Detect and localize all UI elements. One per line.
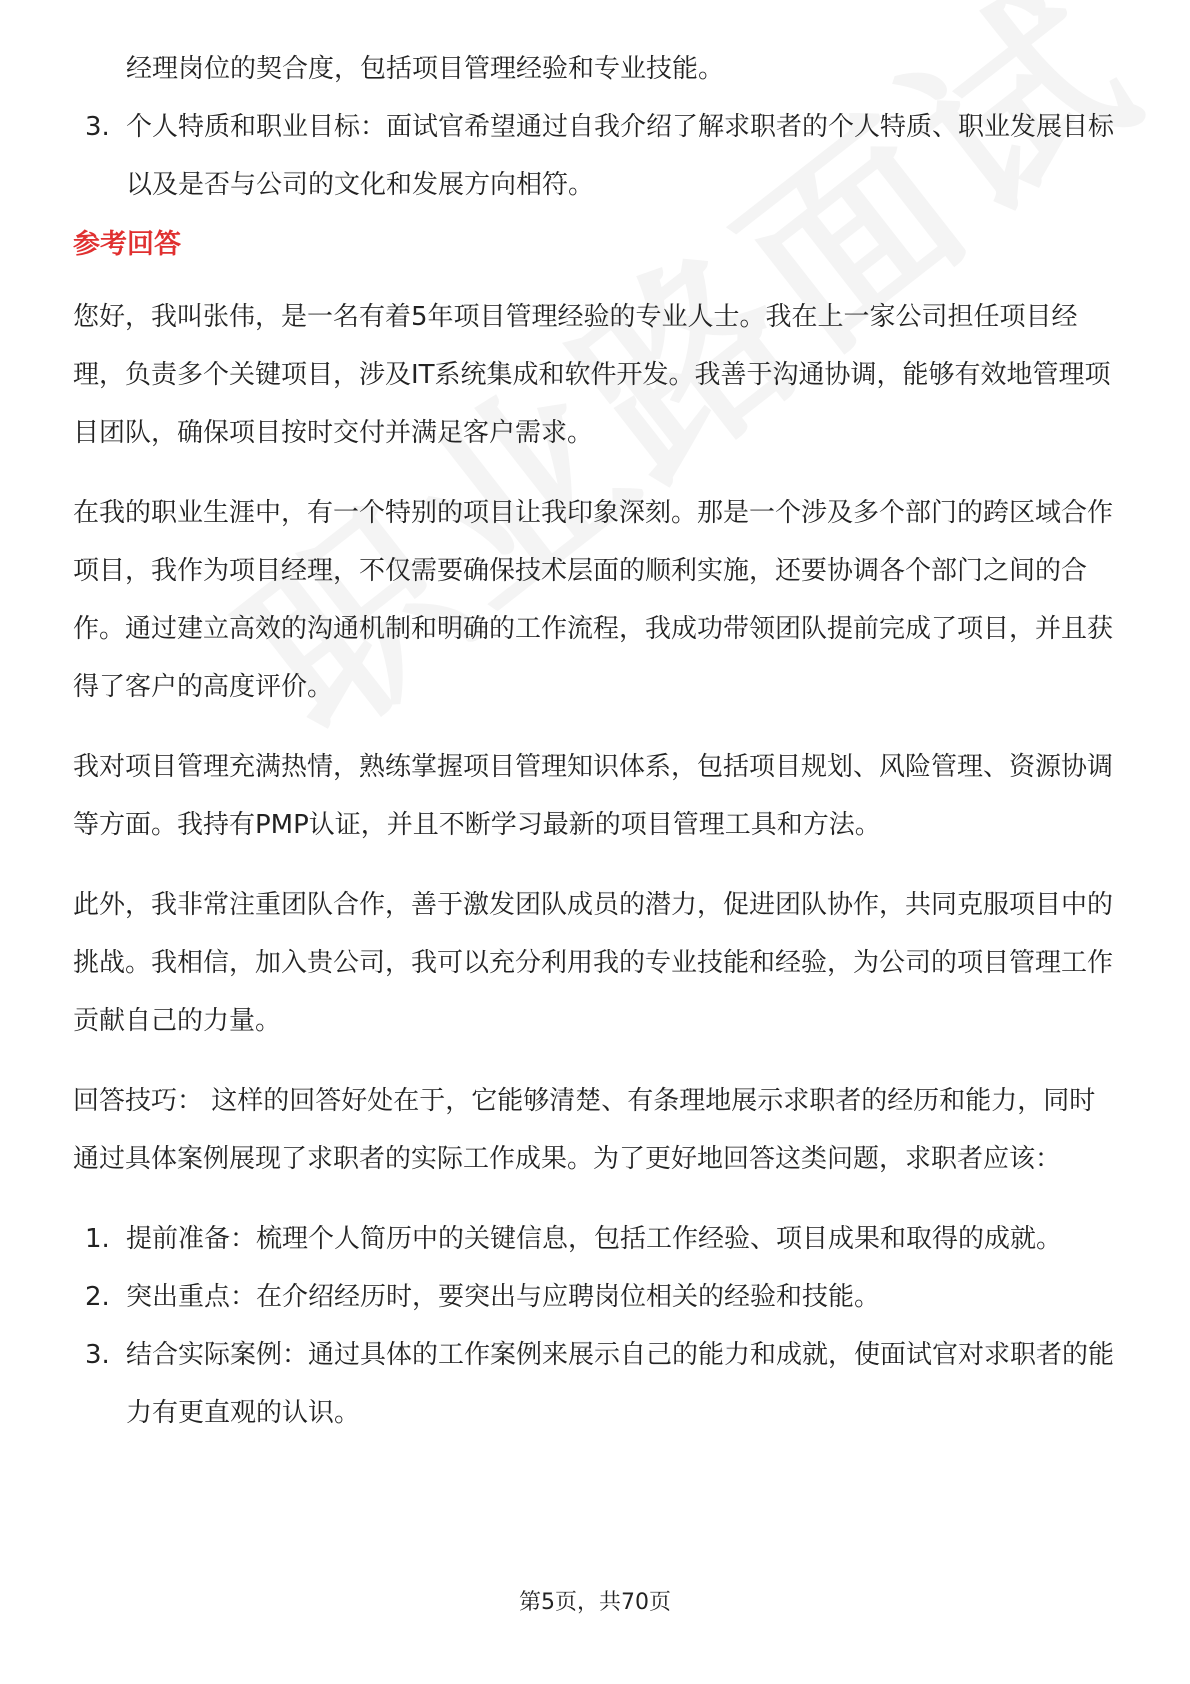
section-heading: 参考回答 xyxy=(73,229,181,260)
intro-list xyxy=(73,98,1118,214)
continued-list-text: 经理岗位的契合度，包括项目管理经验和专业技能。 xyxy=(126,54,725,84)
paragraph: 此外，我非常注重团队合作，善于激发团队成员的潜力，促进团队协作，共同克服项目中的挑战。我相信，加入贵公司，我可以充分利用我的专业技能和经验，为公司的项目管理工作贡献自己的力量。 xyxy=(73,890,1114,1036)
list-item xyxy=(73,1268,1118,1326)
list-item-number: 2. xyxy=(85,1282,110,1312)
page-content xyxy=(73,40,1118,1442)
list-item-text: 结合实际案例：通过具体的工作案例来展示自己的能力和成就，使面试官对求职者的能力有更直观的认识。 xyxy=(126,1340,1115,1428)
list-item-number: 3. xyxy=(85,1340,110,1370)
list-item xyxy=(73,1210,1118,1268)
list-item-text: 提前准备：梳理个人简历中的关键信息，包括工作经验、项目成果和取得的成就。 xyxy=(126,1224,1063,1254)
list-item-number: 1. xyxy=(85,1224,110,1254)
paragraph: 您好，我叫张伟，是一名有着5年项目管理经验的专业人士。我在上一家公司担任项目经理，负责多个关键项目，涉及IT系统集成和软件开发。我善于沟通协调，能够有效地管理项目团队，确保项目按时交付并满足客户需求。 xyxy=(73,302,1111,448)
list-item xyxy=(73,98,1118,214)
tips-intro-paragraph: 回答技巧： 这样的回答好处在于，它能够清楚、有条理地展示求职者的经历和能力，同时通过具体案例展现了求职者的实际工作成果。为了更好地回答这类问题，求职者应该： xyxy=(73,1086,1096,1174)
list-item-text: 突出重点：在介绍经历时，要突出与应聘岗位相关的经验和技能。 xyxy=(126,1282,881,1312)
tips-list xyxy=(73,1210,1118,1442)
paragraph: 在我的职业生涯中，有一个特别的项目让我印象深刻。那是一个涉及多个部门的跨区域合作项目，我作为项目经理，不仅需要确保技术层面的顺利实施，还要协调各个部门之间的合作。通过建立高效的沟通机制和明确的工作流程，我成功带领团队提前完成了项目，并且获得了客户的高度评价。 xyxy=(73,498,1114,702)
list-item-number: 3. xyxy=(85,112,110,142)
list-item xyxy=(73,1326,1118,1442)
page-number-footer: 第5页，共70页 xyxy=(519,1590,671,1615)
paragraph: 我对项目管理充满热情，熟练掌握项目管理知识体系，包括项目规划、风险管理、资源协调等方面。我持有PMP认证，并且不断学习最新的项目管理工具和方法。 xyxy=(73,752,1114,840)
list-item-text: 个人特质和职业目标：面试官希望通过自我介绍了解求职者的个人特质、职业发展目标以及是否与公司的文化和发展方向相符。 xyxy=(126,112,1115,200)
